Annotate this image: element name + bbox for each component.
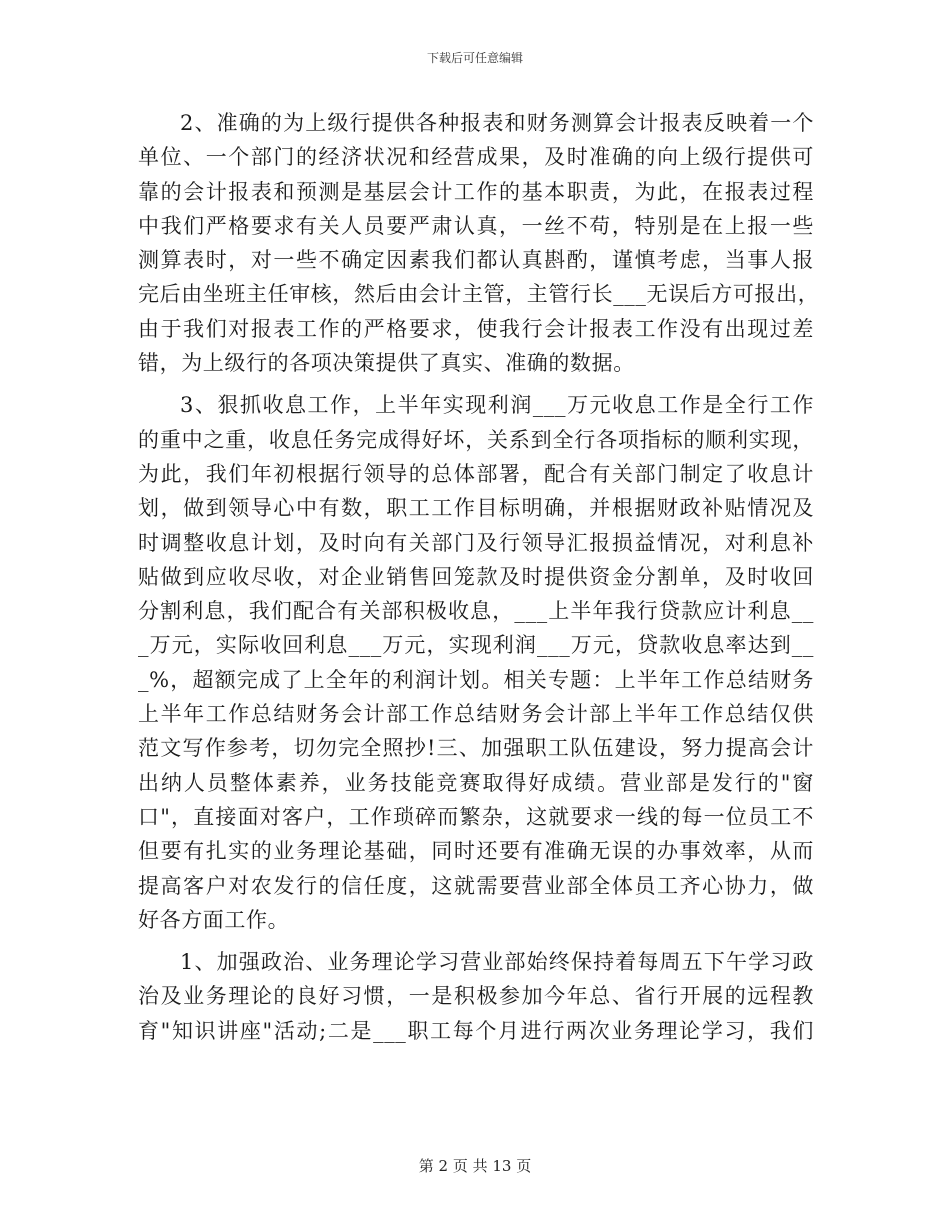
text-line: 提高客户对农发行的信任度，这就需要营业部全体员工齐心协力，做 xyxy=(138,873,814,898)
text-line: 出纳人员整体素养，业务技能竞赛取得好成绩。营业部是发行的"窗 xyxy=(138,770,814,795)
text-line: 测算表时，对一些不确定因素我们都认真斟酌，谨慎考虑，当事人报 xyxy=(138,248,814,273)
text-line: 错，为上级行的各项决策提供了真实、准确的数据。 xyxy=(138,351,635,376)
text-line: 单位、一个部门的经济状况和经营成果，及时准确的向上级行提供可 xyxy=(138,145,814,170)
page-number: 第 2 页 共 13 页 xyxy=(418,1157,532,1175)
page-header: 下载后可任意编辑 xyxy=(426,51,523,65)
text-line: 为此，我们年初根据行领导的总体部署，配合有关部门制定了收息计 xyxy=(138,461,814,486)
text-line: 治及业务理论的良好习惯，一是积极参加今年总、省行开展的远程教 xyxy=(138,984,814,1009)
text-line: 的重中之重，收息任务完成得好坏，关系到全行各项指标的顺利实现， xyxy=(138,427,814,452)
text-line: 贴做到应收尽收，对企业销售回笼款及时提供资金分割单，及时收回 xyxy=(138,564,814,589)
text-line: 范文写作参考，切勿完全照抄!三、加强职工队伍建设，努力提高会计 xyxy=(138,736,814,761)
paragraph-3-interest xyxy=(138,388,814,937)
text-line: 但要有扎实的业务理论基础，同时还要有准确无误的办事效率，从而 xyxy=(138,839,814,864)
text-line: 口"，直接面对客户，工作琐碎而繁杂，这就要求一线的每一位员工不 xyxy=(138,804,814,829)
text-line: 分割利息，我们配合有关部积极收息，___上半年我行贷款应计利息__ xyxy=(138,599,814,624)
text-line: 靠的会计报表和预测是基层会计工作的基本职责，为此，在报表过程 xyxy=(138,179,814,204)
text-line: 中我们严格要求有关人员要严肃认真，一丝不苟，特别是在上报一些 xyxy=(138,213,814,238)
text-line: 好各方面工作。 xyxy=(138,907,290,932)
text-line: 划，做到领导心中有数，职工工作目标明确，并根据财政补贴情况及 xyxy=(138,496,814,521)
text-line: 1、加强政治、业务理论学习营业部始终保持着每周五下午学习政 xyxy=(180,950,814,975)
document-body xyxy=(138,106,820,1048)
text-line: 由于我们对报表工作的严格要求，使我行会计报表工作没有出现过差 xyxy=(138,316,814,341)
paragraph-1-study xyxy=(138,945,814,1048)
text-line: 育"知识讲座"活动;二是___职工每个月进行两次业务理论学习，我们 xyxy=(138,1018,814,1043)
text-line: 3、狠抓收息工作，上半年实现利润___万元收息工作是全行工作 xyxy=(180,393,814,418)
text-line: _%，超额完成了上全年的利润计划。相关专题：上半年工作总结财务 xyxy=(138,667,814,692)
text-line: 时调整收息计划，及时向有关部门及行领导汇报损益情况，对利息补 xyxy=(138,530,814,555)
text-line: 上半年工作总结财务会计部工作总结财务会计部上半年工作总结仅供 xyxy=(138,702,814,727)
text-line: 2、准确的为上级行提供各种报表和财务测算会计报表反映着一个 xyxy=(180,111,814,135)
text-line: _万元，实际收回利息___万元，实现利润___万元，贷款收息率达到__ xyxy=(138,633,814,658)
text-line: 完后由坐班主任审核，然后由会计主管，主管行长___无误后方可报出， xyxy=(138,282,820,307)
paragraph-2-reports xyxy=(138,106,820,380)
